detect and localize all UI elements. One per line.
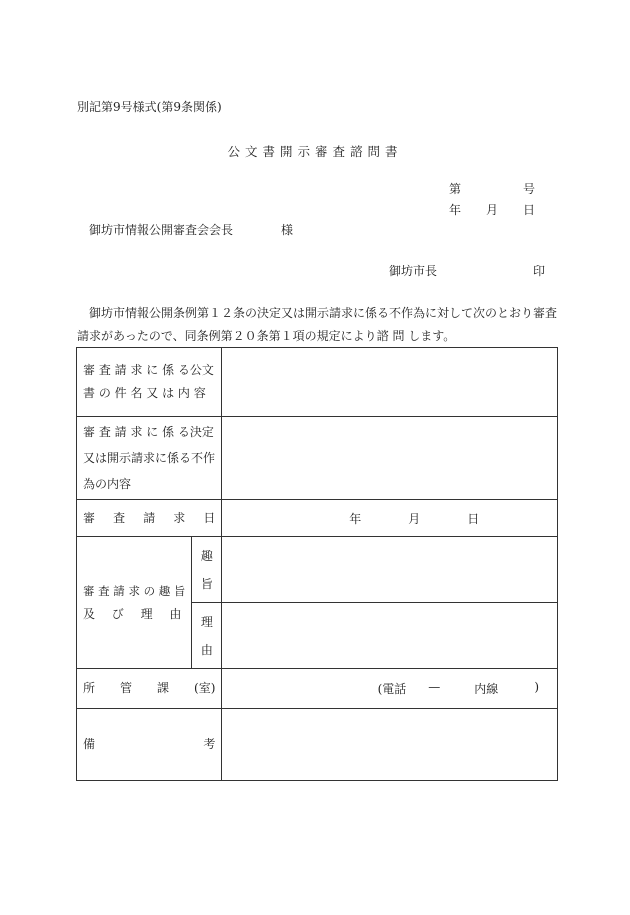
- table-row: [77, 500, 558, 537]
- date-day: 日: [522, 203, 535, 217]
- body-text: 御坊市情報公開条例第１２条の決定又は開示請求に係る不作為に対して次のとおり審査請求があったので、同条例第２０条第１項の規定により諮 問 します。: [77, 306, 558, 343]
- reason-sub-label: [192, 603, 222, 669]
- phone-dash: —: [428, 680, 441, 694]
- sender: [389, 265, 545, 277]
- department-label-char: 所: [83, 681, 96, 695]
- request-table: [76, 347, 558, 781]
- table-row: [77, 669, 558, 709]
- document-date: [449, 204, 535, 216]
- department-label-char: 課: [157, 681, 170, 695]
- addressee: [89, 224, 293, 236]
- remarks-label-char: 考: [203, 737, 216, 751]
- decision-content-label-text: 審 査 請 求 に 係 る決定又は開示請求に係る不作為の内容: [83, 425, 216, 491]
- purpose-reason-label-char: 由: [169, 606, 182, 621]
- request-date-label: [77, 500, 222, 537]
- phone-open: (電話: [377, 682, 407, 696]
- document-subject-label-text: 審 査 請 求 に 係 る公文書 の 件 名 又 は 内 容: [83, 363, 214, 400]
- decision-content-field[interactable]: [222, 417, 558, 500]
- purpose-reason-label-line1: 審 査 請 求 の 趣 旨: [83, 583, 186, 598]
- purpose-sub-label: [192, 537, 222, 603]
- number-prefix: 第: [449, 182, 462, 196]
- department-label-char: 管: [120, 681, 133, 695]
- addressee-name: 御坊市情報公開審査会会長: [89, 223, 234, 237]
- table-row: [77, 348, 558, 417]
- document-title: 公文書開示審査諮問書: [227, 144, 403, 159]
- purpose-reason-label-char: 理: [140, 606, 153, 621]
- remarks-field[interactable]: [222, 709, 558, 781]
- request-date-field[interactable]: [222, 500, 558, 537]
- seal-mark: 印: [533, 264, 546, 278]
- date-month: 月: [485, 203, 498, 217]
- purpose-reason-label: [77, 537, 192, 669]
- decision-content-label: [77, 417, 222, 500]
- table-row: [77, 537, 558, 603]
- reason-sub-char: 由: [200, 642, 213, 657]
- table-row: [77, 709, 558, 781]
- request-date-month: 月: [408, 511, 421, 526]
- phone-close: ): [534, 680, 539, 694]
- date-year: 年: [449, 203, 462, 217]
- document-subject-field[interactable]: [222, 348, 558, 417]
- purpose-sub-char: 趣: [200, 548, 213, 563]
- request-date-label-char: 請: [143, 510, 156, 525]
- purpose-sub-char: 旨: [200, 576, 213, 591]
- table-row: [77, 417, 558, 500]
- purpose-reason-label-line2: [83, 603, 185, 626]
- reason-sub-char: 理: [200, 614, 213, 629]
- department-label: [77, 669, 222, 709]
- request-date-day: 日: [467, 511, 480, 526]
- reason-field[interactable]: [222, 603, 558, 669]
- phone-extension: 内線: [474, 682, 499, 696]
- request-date-year: 年: [349, 511, 362, 526]
- addressee-honorific: 様: [281, 223, 294, 237]
- request-date-label-char: 日: [203, 510, 216, 525]
- form-number-label: 別記第9号様式(第9条関係): [77, 100, 222, 114]
- remarks-label: [77, 709, 222, 781]
- department-label-char: (室): [194, 681, 216, 695]
- document-number: [449, 183, 535, 195]
- remarks-label-char: 備: [83, 737, 96, 751]
- number-suffix: 号: [522, 182, 535, 196]
- request-date-label-char: 審: [83, 510, 96, 525]
- department-field[interactable]: [222, 669, 558, 709]
- purpose-reason-label-char: 及: [83, 606, 96, 621]
- document-subject-label: [77, 348, 222, 417]
- request-date-label-char: 査: [113, 510, 126, 525]
- purpose-field[interactable]: [222, 537, 558, 603]
- purpose-reason-label-char: び: [111, 606, 124, 621]
- sender-name: 御坊市長: [389, 264, 438, 278]
- request-date-label-char: 求: [173, 510, 186, 525]
